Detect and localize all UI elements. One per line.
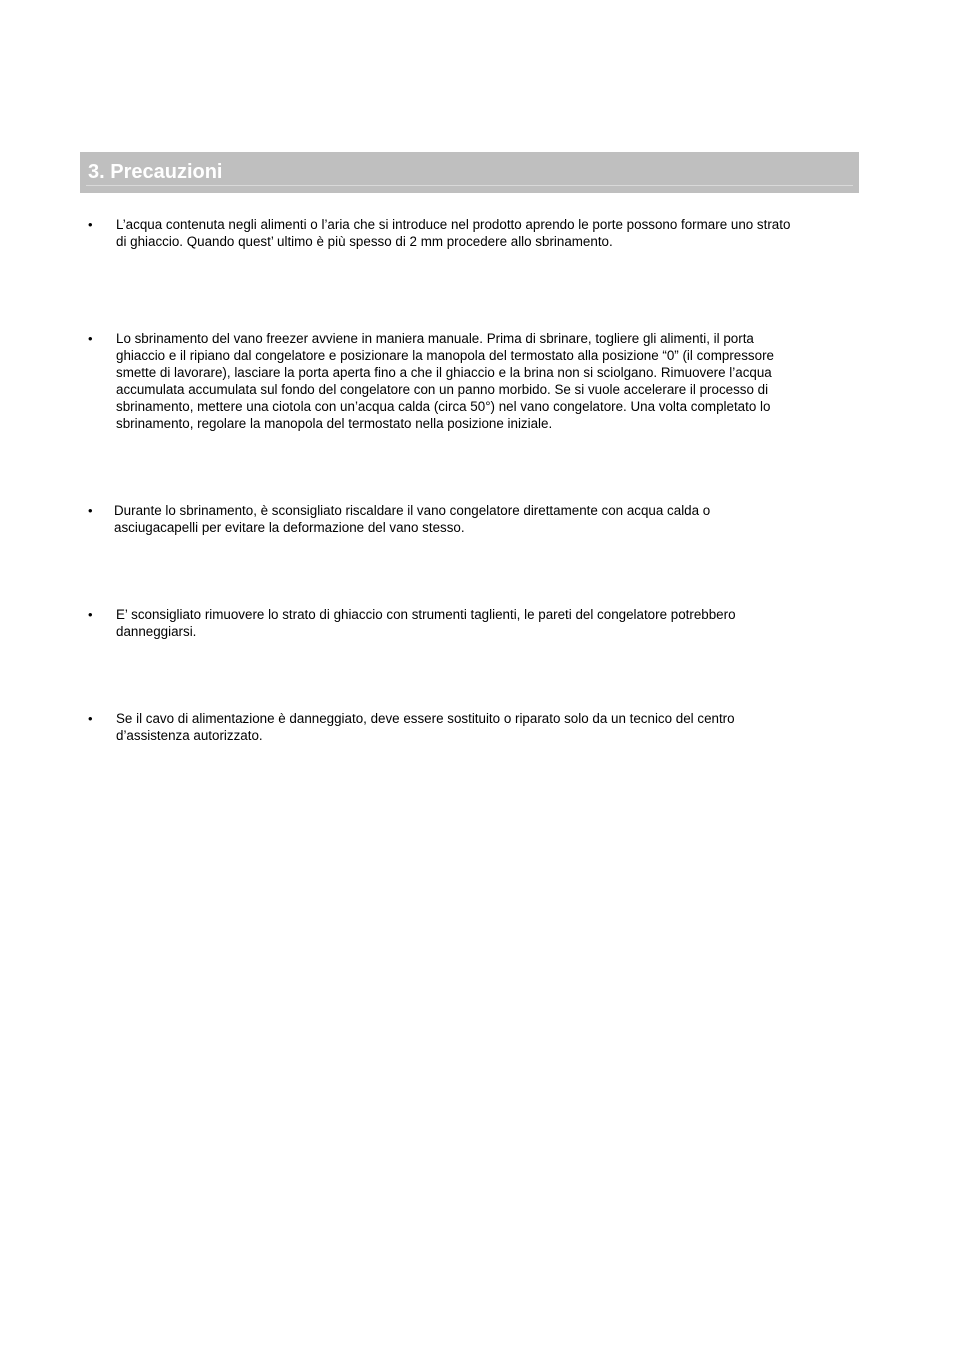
bullet-icon: • bbox=[88, 607, 93, 622]
section-header-bar bbox=[80, 152, 859, 193]
list-item-text: Lo sbrinamento del vano freezer avviene in maniera manuale. Prima di sbrinare, togliere gli alimenti, il porta ghiaccio e il ripiano dal congelatore e posizionare la manopola del termostato alla posizione “0” (il compressore smette di lavorare), lasciare la porta aperta fino a che il ghiaccio e la brina non si sciolgano. Rimuovere l’acqua accumulata accumulata sul fondo del congelatore con un panno morbido. Se si vuole accelerare il processo di sbrinamento, mettere una ciotola con un’acqua calda (circa 50°) nel vano congelatore. Una volta completato lo sbrinamento, regolare la manopola del termostato nella posizione iniziale. bbox=[116, 331, 774, 431]
list-item bbox=[88, 502, 878, 536]
list-item bbox=[88, 216, 878, 250]
list-item-text: L’acqua contenuta negli alimenti o l’aria che si introduce nel prodotto aprendo le porte possono formare uno strato di ghiaccio. Quando quest’ ultimo è più spesso di 2 mm procedere allo sbrinamento. bbox=[116, 217, 791, 249]
section-title: 3. Precauzioni bbox=[88, 161, 223, 183]
list-item-text: E’ sconsigliato rimuovere lo strato di ghiaccio con strumenti taglienti, le pareti del congelatore potrebbero danneggiarsi. bbox=[116, 607, 736, 639]
bullet-icon: • bbox=[88, 217, 93, 232]
list-item bbox=[88, 710, 878, 744]
header-rule bbox=[86, 185, 853, 186]
list-item-text: Se il cavo di alimentazione è danneggiato, deve essere sostituito o riparato solo da un tecnico del centro d’assistenza autorizzato. bbox=[116, 711, 735, 743]
list-item bbox=[88, 606, 878, 640]
bullet-icon: • bbox=[88, 331, 93, 346]
list-item bbox=[88, 330, 878, 432]
list-item-text: Durante lo sbrinamento, è sconsigliato riscaldare il vano congelatore direttamente con acqua calda o asciugacapelli per evitare la deformazione del vano stesso. bbox=[114, 503, 711, 535]
bullet-icon: • bbox=[88, 711, 93, 726]
bullet-icon: • bbox=[88, 503, 93, 518]
